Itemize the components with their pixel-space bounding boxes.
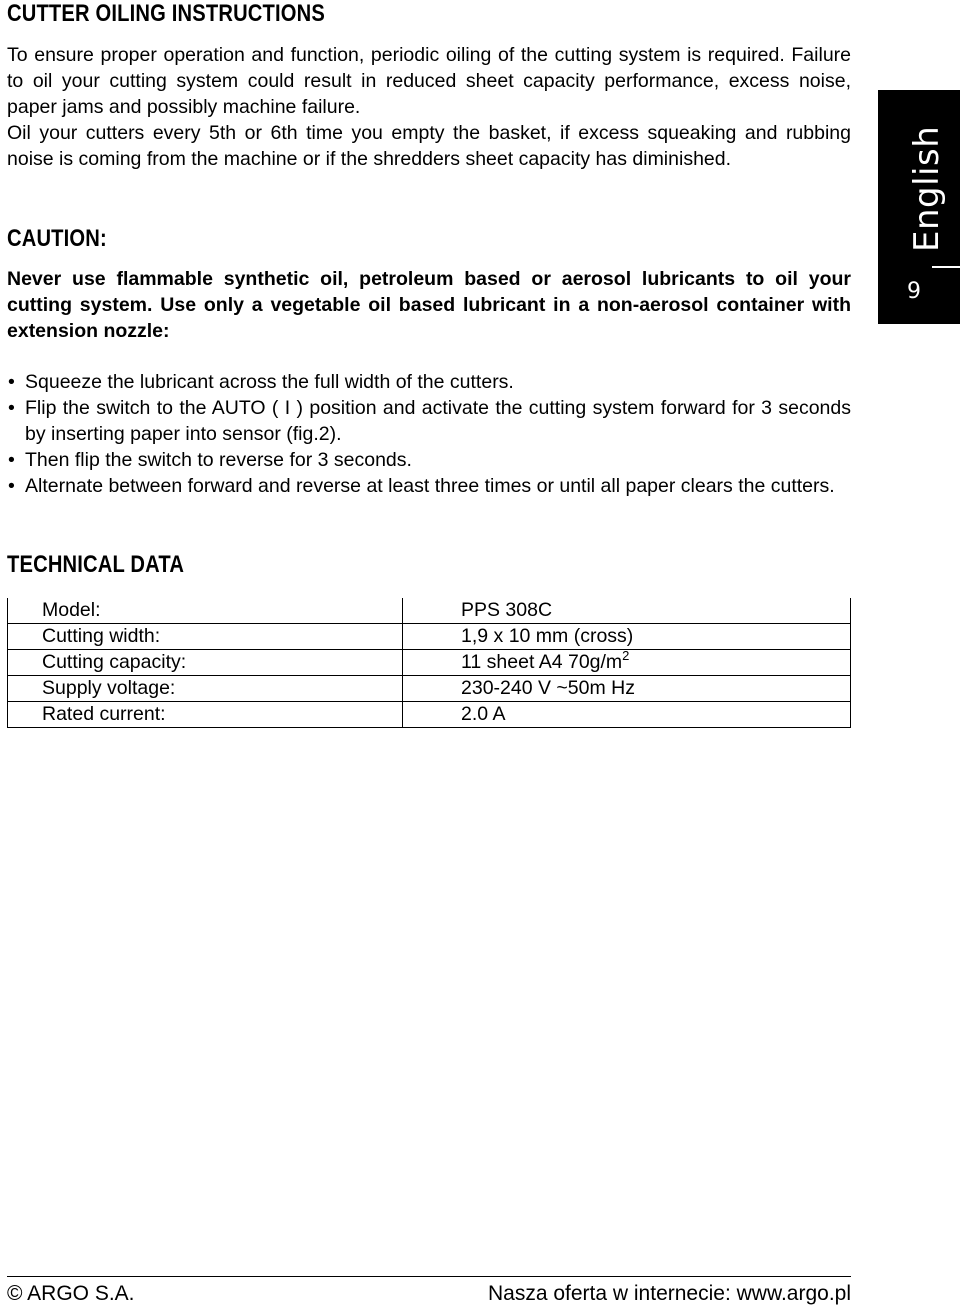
list-item: • Then flip the switch to reverse for 3 seconds. <box>8 449 412 471</box>
superscript-unit: 2 <box>622 647 630 663</box>
caution-heading: CAUTION: <box>7 225 107 252</box>
bullet-icon: • <box>8 475 15 497</box>
footer-divider <box>7 1276 851 1277</box>
table-row <box>8 650 851 676</box>
cutter-oiling-heading: CUTTER OILING INSTRUCTIONS <box>7 0 325 27</box>
technical-data-heading: TECHNICAL DATA <box>7 551 185 578</box>
tab-divider <box>932 266 960 268</box>
footer-copyright: © ARGO S.A. <box>7 1282 135 1305</box>
table-row <box>8 702 851 728</box>
language-label: English <box>907 125 947 252</box>
table-label: Cutting width: <box>8 624 403 650</box>
table-value: 1,9 x 10 mm (cross) <box>403 624 851 650</box>
table-value: 11 sheet A4 $70g/m^2$ <box>403 650 851 676</box>
bullet-icon: • <box>8 397 15 419</box>
table-row <box>8 676 851 702</box>
page-number: 9 <box>907 279 921 304</box>
list-item: • Squeeze the lubricant across the full width of the cutters. <box>8 371 514 393</box>
table-label: Supply voltage: <box>8 676 403 702</box>
intro-paragraph: To ensure proper operation and function, periodic oiling of the cutting system is required. Failure to oil your cutting system could result in reduced sheet capacity performance, excess noise, paper jams and possibly machine failure. <box>7 44 851 118</box>
table-row <box>8 598 851 624</box>
table-value: 230-240 V ~50m Hz <box>403 676 851 702</box>
frequency-paragraph: Oil your cutters every 5th or 6th time you empty the basket, if excess squeaking and rubbing noise is coming from the machine or if the shredders sheet capacity has diminished. <box>7 122 851 170</box>
bullet-icon: • <box>8 371 15 393</box>
table-value: 2.0 A <box>403 702 851 728</box>
table-label: Cutting capacity: <box>8 650 403 676</box>
footer-website: Nasza oferta w internecie: www.argo.pl <box>488 1282 851 1305</box>
table-value: PPS 308C <box>403 598 851 624</box>
table-row <box>8 624 851 650</box>
table-label: Rated current: <box>8 702 403 728</box>
table-label: Model: <box>8 598 403 624</box>
technical-data-table <box>7 598 851 728</box>
caution-paragraph: Never use flammable synthetic oil, petroleum based or aerosol lubricants to oil your cutting system. Use only a vegetable oil based lubricant in a non-aerosol container with extension nozzle: <box>7 268 851 342</box>
list-item: • Alternate between forward and reverse at least three times or until all paper clears the cutters. <box>8 475 835 497</box>
oiling-steps-list <box>7 369 851 499</box>
bullet-icon: • <box>8 449 15 471</box>
list-item: • Flip the switch to the AUTO ( I ) position and activate the cutting system forward for 3 seconds by inserting paper into sensor (fig.2). <box>8 397 851 445</box>
